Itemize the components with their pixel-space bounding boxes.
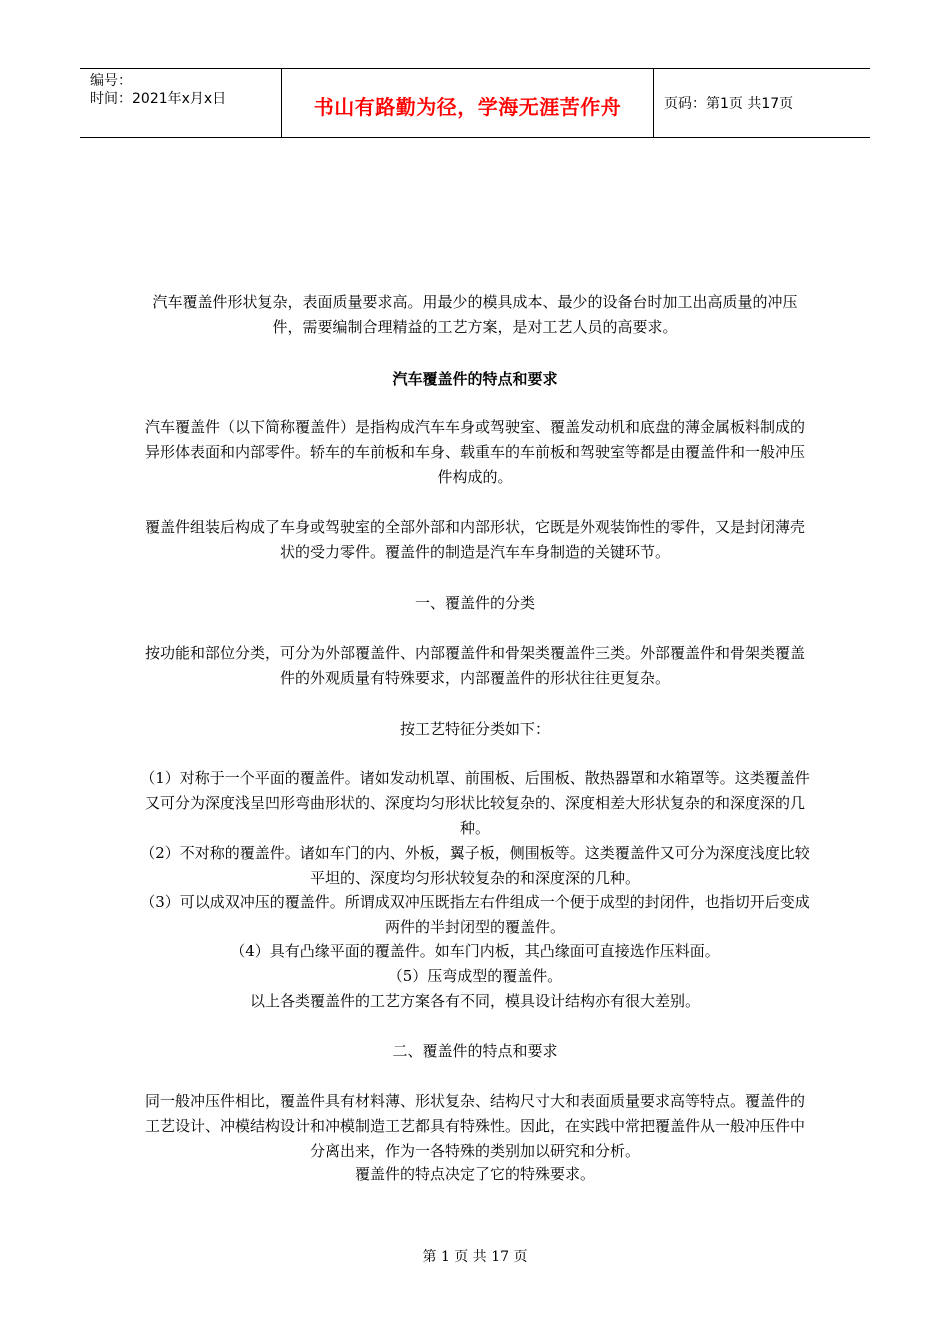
document-header: [80, 68, 870, 138]
list-item: （4）具有凸缘平面的覆盖件。如车门内板，其凸缘面可直接选作压料面。: [230, 942, 720, 960]
paragraph: 覆盖件的特点决定了它的特殊要求。: [354, 1165, 595, 1183]
list-item: （3）可以成双冲压的覆盖件。所谓成双冲压既指左右件组成一个便于成型的封闭件，也指切开后变成两件的半封闭型的覆盖件。: [140, 893, 810, 936]
heading-classification: 一、覆盖件的分类: [414, 594, 535, 612]
heading-features: 二、覆盖件的特点和要求: [392, 1042, 558, 1060]
page-footer: 第 1 页 共 17 页: [422, 1249, 528, 1265]
paragraph: 按功能和部位分类，可分为外部覆盖件、内部覆盖件和骨架类覆盖件三类。外部覆盖件和骨架类覆盖件的外观质量有特殊要求，内部覆盖件的形状往往更复杂。: [144, 644, 805, 687]
section-title: 汽车覆盖件的特点和要求: [392, 370, 558, 388]
header-page-info: 页码：第1页 共17页: [664, 96, 794, 112]
list-item: （5）压弯成型的覆盖件。: [387, 967, 563, 985]
paragraph: 同一般冲压件相比，覆盖件具有材料薄、形状复杂、结构尺寸大和表面质量要求高等特点。覆盖件的工艺设计、冲模结构设计和冲模制造工艺都具有特殊性。因此，在实践中常把覆盖件从一般冲压件中分离出来，作为一各特殊的类别加以研究和分析。: [144, 1092, 805, 1160]
paragraph: 汽车覆盖件（以下简称覆盖件）是指构成汽车车身或驾驶室、覆盖发动机和底盘的薄金属板料制成的异形体表面和内部零件。轿车的车前板和车身、载重车的车前板和驾驶室等都是由覆盖件和一般冲压件构成的。: [144, 418, 805, 486]
paragraph: 按工艺特征分类如下：: [399, 720, 550, 738]
time-label: 时间：2021年x月x日: [90, 91, 227, 107]
list-item: 以上各类覆盖件的工艺方案各有不同，模具设计结构亦有很大差别。: [249, 992, 700, 1010]
number-label: 编号：: [90, 73, 132, 89]
intro-paragraph: 汽车覆盖件形状复杂，表面质量要求高。用最少的模具成本、最少的设备台时加工出高质量的冲压件，需要编制合理精益的工艺方案，是对工艺人员的高要求。: [152, 293, 798, 336]
header-meta: [90, 72, 226, 108]
header-divider: [653, 69, 654, 137]
list-item: （1）对称于一个平面的覆盖件。诸如发动机罩、前围板、后围板、散热器罩和水箱罩等。这类覆盖件又可分为深度浅呈凹形弯曲形状的、深度均匀形状比较复杂的、深度相差大形状复杂的和深度深的几种。: [140, 769, 810, 837]
list-item: （2）不对称的覆盖件。诸如车门的内、外板，翼子板，侧围板等。这类覆盖件又可分为深度浅度比较平坦的、深度均匀形状较复杂的和深度深的几种。: [140, 844, 810, 887]
paragraph: 覆盖件组装后构成了车身或驾驶室的全部外部和内部形状，它既是外观装饰性的零件，又是封闭薄壳状的受力零件。覆盖件的制造是汽车车身制造的关键环节。: [144, 518, 805, 561]
header-motto: 书山有路勤为径，学海无涯苦作舟: [313, 95, 622, 119]
